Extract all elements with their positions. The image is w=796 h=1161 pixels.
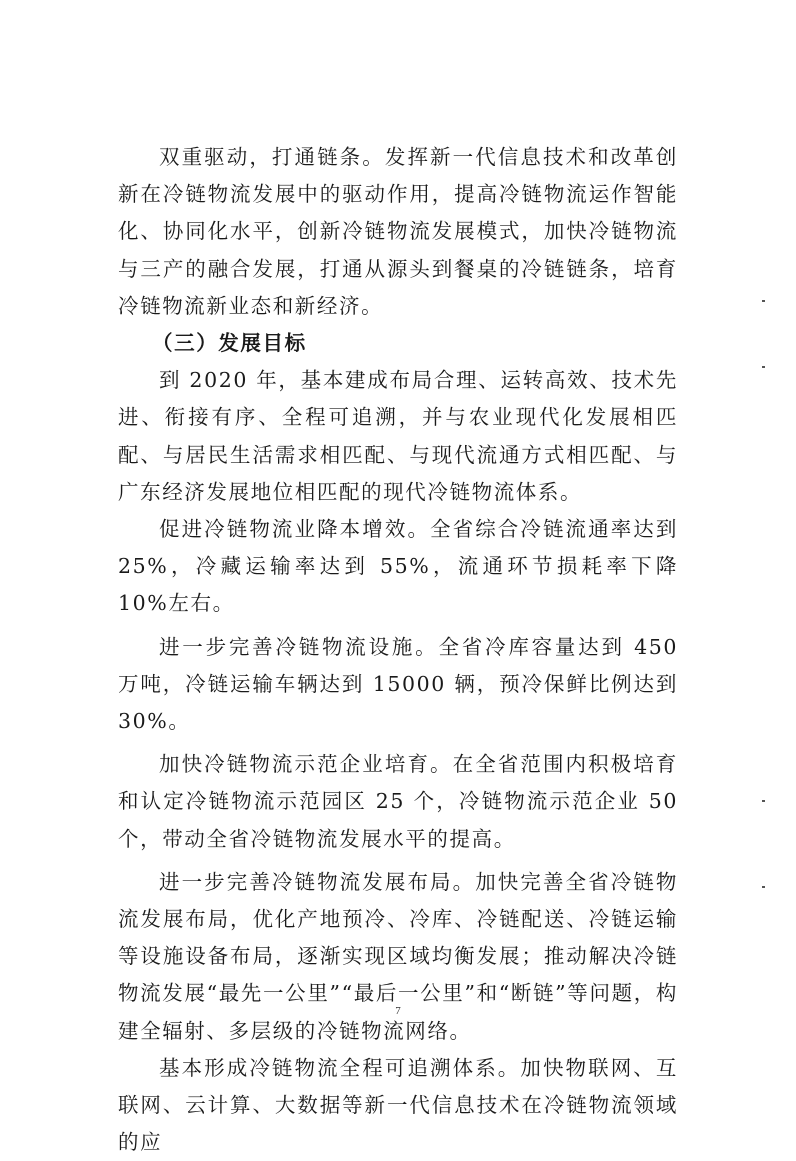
scan-edge-mark [762,886,765,888]
paragraph-goal-cost: 促进冷链物流业降本增效。全省综合冷链流通率达到 25%，冷藏运输率达到 55%，流通环节损耗率下降 10%左右。 [118,517,678,616]
scan-edge-mark [762,300,765,302]
paragraph-dual-drive: 双重驱动，打通链条。发挥新一代信息技术和改革创新在冷链物流发展中的驱动作用，提高冷链物流运作智能化、协同化水平，创新冷链物流发展模式，加快冷链物流与三产的融合发展，打通从源头到餐桌的冷链链条，培育冷链物流新业态和新经济。 [118,145,678,318]
scan-edge-mark [762,800,765,802]
paragraph-goals-intro: 到 2020 年，基本建成布局合理、运转高效、技术先进、衔接有序、全程可追溯，并与农业现代化发展相匹配、与居民生活需求相匹配、与现代流通方式相匹配、与广东经济发展地位相匹配的现代冷链物流体系。 [118,368,678,504]
paragraph-goal-traceability: 基本形成冷链物流全程可追溯体系。加快物联网、互联网、云计算、大数据等新一代信息技术在冷链物流领域的应 [118,1055,678,1155]
section-heading: （三）发展目标 [152,331,307,356]
paragraph-goal-facilities: 进一步完善冷链物流设施。全省冷库容量达到 450 万吨，冷链运输车辆达到 15000 辆，预冷保鲜比例达到 30%。 [118,634,678,734]
paragraph-goal-demo-enterprises: 加快冷链物流示范企业培育。在全省范围内积极培育和认定冷链物流示范园区 25 个，冷链物流示范企业 50 个，带动全省冷链物流发展水平的提高。 [118,752,678,851]
paragraph-goal-layout: 进一步完善冷链物流发展布局。加快完善全省冷链物流发展布局，优化产地预冷、冷库、冷链配送、冷链运输等设施设备布局，逐渐实现区域均衡发展；推动解决冷链物流发展“最先一公里”“最后一公里”和“断链”等问题，构建全辐射、多层级的冷链物流网络。 [118,869,678,1043]
page-number: 7 [395,1005,401,1017]
scan-edge-mark [762,366,765,368]
